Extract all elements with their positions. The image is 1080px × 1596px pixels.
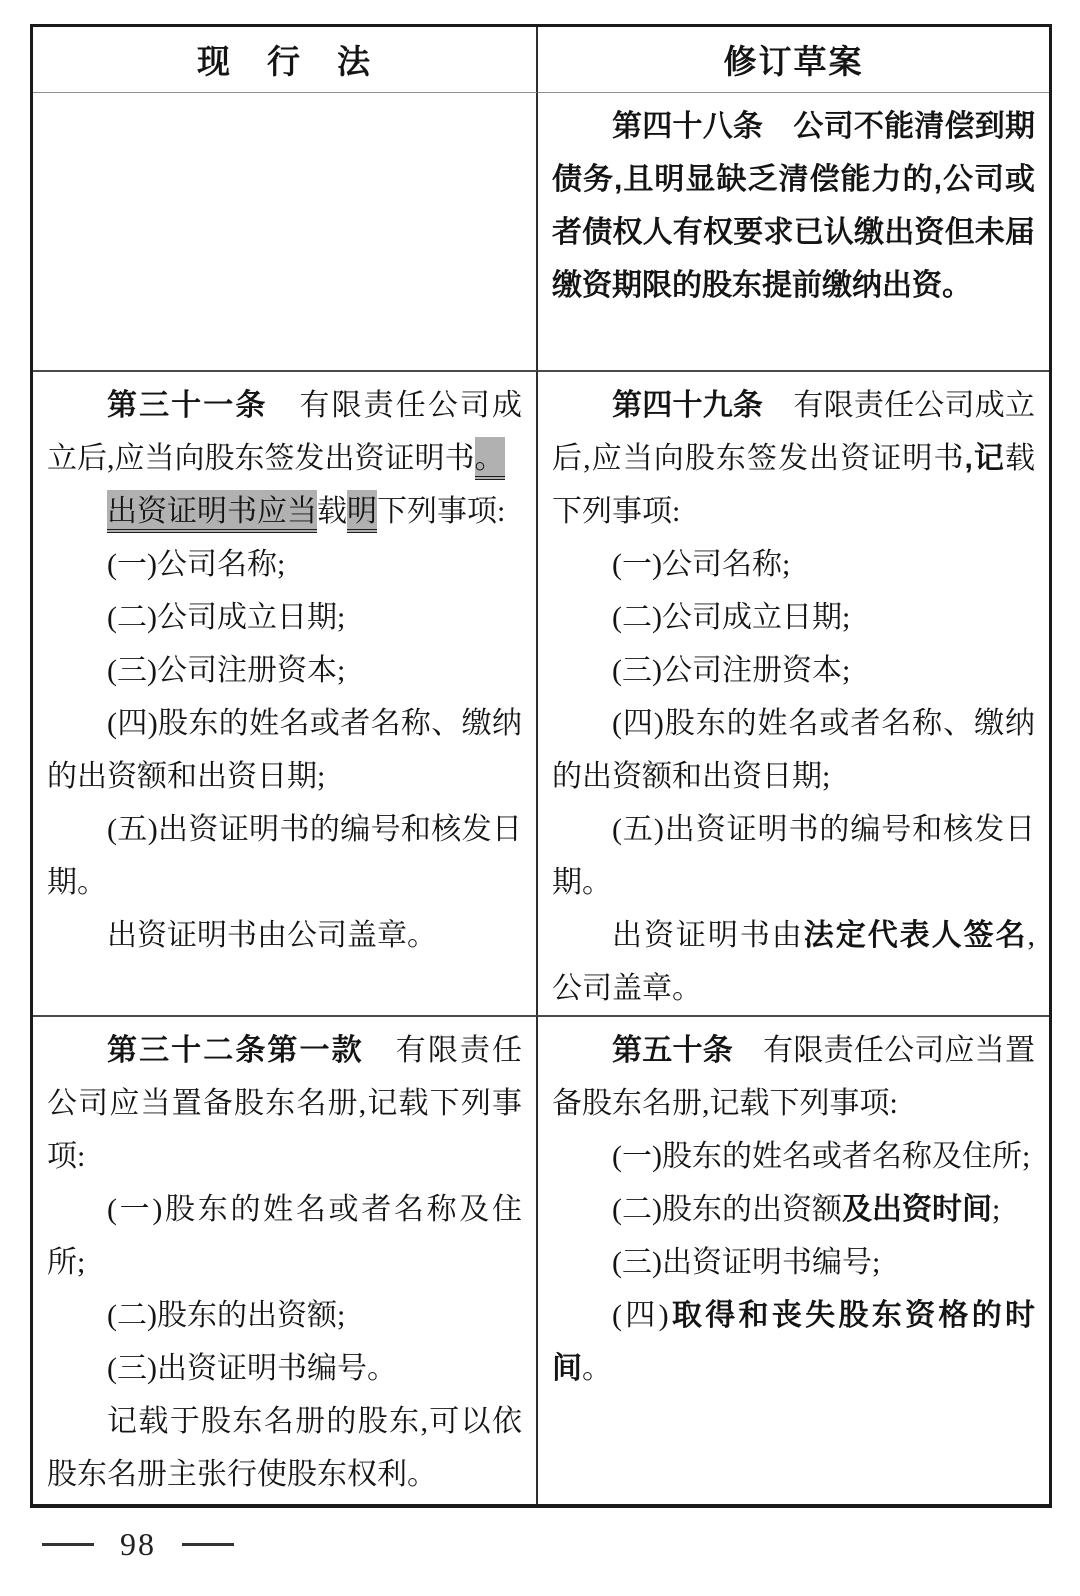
added-bold-text-run: 第四十八条 公司不能清偿到期债务,且明显缺乏清偿能力的,公司或者债权人有权要求已认缴出资但未届缴资期限的股东提前缴纳出资。 [552,110,1035,302]
paragraph [47,538,522,591]
paragraph [552,1289,1035,1395]
text-run: 出资证明书由公司盖章。 [107,919,437,952]
text-run: (一)公司名称; [107,548,286,581]
paragraph [47,1342,522,1395]
text-run: ; [991,1193,1001,1226]
paragraph [552,100,1035,312]
deleted-text-run: 明 [347,490,377,533]
page-number: 98 [120,1526,156,1562]
text-run: ,公司盖章。 [552,919,1036,1005]
paragraph [47,485,522,538]
table-cell-row1-left [33,93,538,370]
paragraph [552,1183,1035,1236]
text-run: 记载于股东名册的股东,可以依股东名册主张行使股东权利。 [47,1405,522,1491]
text-run: (三)公司注册资本; [107,654,346,687]
paragraph [552,1130,1035,1183]
text-run: (二)股东的出资额; [107,1299,346,1332]
paragraph [552,1024,1035,1130]
added-bold-text-run: 及出资时间 [841,1193,992,1226]
table-cell-row1-right [538,93,1049,370]
text-run: (三)出资证明书编号。 [107,1352,397,1385]
text-run: 有限责任公司应当置备股东名册,记载下列事项: [47,1034,523,1173]
added-bold-text-run: 取得和丧失股东资格的时间 [552,1299,1036,1385]
added-bold-text-run: 第四十九条 [612,389,764,422]
paragraph [552,1236,1035,1289]
added-bold-text-run: 第三十一条 [107,389,268,422]
paragraph [47,697,522,803]
paragraph [552,379,1035,538]
column-header-revision-draft: 修订草案 [538,27,1049,93]
paragraph [47,591,522,644]
text-run: 载下列事项: [552,442,1035,528]
paragraph [47,909,522,962]
text-run: 。 [582,1352,612,1385]
paragraph [552,644,1035,697]
paragraph [552,591,1035,644]
paragraph [47,1289,522,1342]
table-cell-row2-right [538,370,1049,1015]
text-run: 有限责任公司成立后,应当向股东签发出资证明书 [47,389,523,475]
text-run: (二)公司成立日期; [107,601,346,634]
paragraph [47,379,522,485]
paragraph [47,1024,522,1183]
text-run: (二)股东的出资额 [612,1193,842,1226]
text-run: (二)公司成立日期; [612,601,851,634]
added-bold-text-run: 第五十条 [612,1034,733,1067]
table-cell-row2-left [33,370,538,1015]
added-bold-text-run: 第三十二条第一款 [107,1034,364,1067]
text-run: (三)公司注册资本; [612,654,851,687]
footer-dash-right-icon [182,1543,234,1546]
paragraph [47,1183,522,1289]
paragraph [552,909,1035,1015]
footer-dash-left-icon [42,1543,94,1546]
paragraph [552,538,1035,591]
deleted-text-run: 。 [475,437,505,480]
comparison-table [30,24,1052,1508]
added-bold-text-run: ,记 [964,442,1005,475]
text-run: (四) [612,1299,669,1332]
added-bold-text-run: 法定代表人签名 [803,919,1028,952]
deleted-text-run: 出资证明书应当 [107,490,317,533]
text-run: (五)出资证明书的编号和核发日期。 [47,813,522,899]
text-run: 出资证明书由 [612,919,804,952]
text-run: (一)公司名称; [612,548,791,581]
paragraph [552,803,1035,909]
page-footer [42,1526,234,1563]
text-run: (四)股东的姓名或者名称、缴纳的出资额和出资日期; [552,707,1035,793]
column-header-current-law: 现 行 法 [33,27,538,93]
text-run: 载 [317,495,347,528]
paragraph [47,1395,522,1501]
paragraph [47,803,522,909]
text-run: (五)出资证明书的编号和核发日期。 [552,813,1035,899]
paragraph [47,644,522,697]
text-run: (一)股东的姓名或者名称及住所; [47,1193,522,1279]
text-run: 下列事项: [377,495,506,528]
paragraph [552,697,1035,803]
text-run: (一)股东的姓名或者名称及住所; [612,1140,1031,1173]
text-run: 有限责任公司成立后,应当向股东签发出资证明书 [552,389,1036,475]
text-run: (三)出资证明书编号; [612,1246,881,1279]
text-run: (四)股东的姓名或者名称、缴纳的出资额和出资日期; [47,707,522,793]
text-run: 有限责任公司应当置备股东名册,记载下列事项: [552,1034,1036,1120]
table-cell-row3-left [33,1015,538,1504]
table-cell-row3-right [538,1015,1049,1504]
